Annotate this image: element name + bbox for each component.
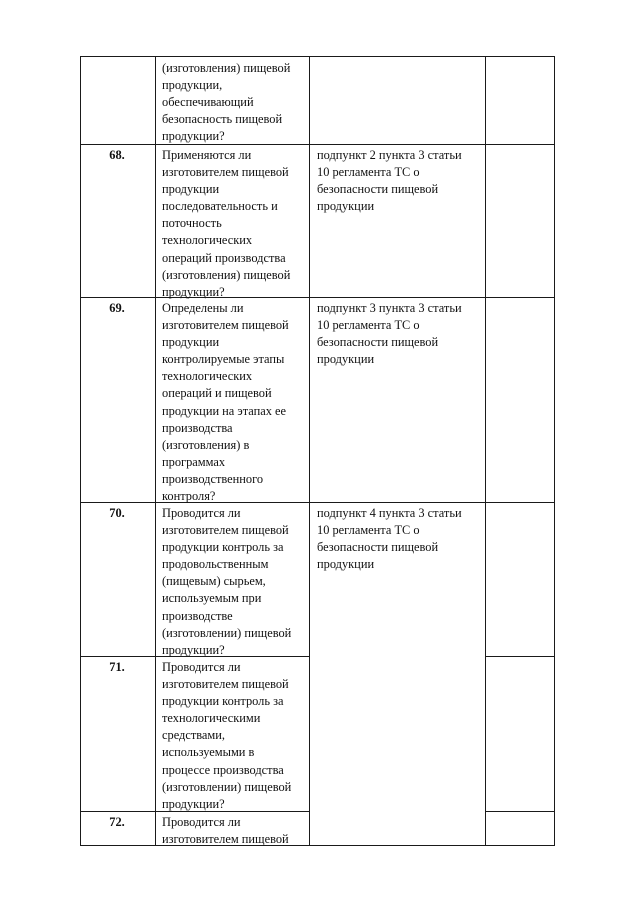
row-divider-70 <box>80 502 555 503</box>
table-border-left <box>80 56 81 846</box>
row-69-reference: подпункт 3 пункта 3 статьи 10 регламента ТС о безопасности пищевой продукции <box>317 301 462 367</box>
row-68-number: 68. <box>109 148 125 162</box>
row-69-question: Определены ли изготовителем пищевой продукции контролируемые этапы технологических операций и пищевой продукции на этапах ее производства (изготовления) в программах производственного контроля? <box>162 301 289 504</box>
row-70-question: Проводится ли изготовителем пищевой продукции контроль за продовольственным (пищевым) сырьем, используемым при производстве (изготовлении) пищевой продукции? <box>162 506 292 657</box>
table-border-col4 <box>485 56 486 846</box>
row-68-question: Применяются ли изготовителем пищевой продукции последовательность и поточность технологических операций производства (изготовления) пищевой продукции? <box>162 148 291 299</box>
row-divider-69 <box>80 297 555 298</box>
row-divider-68 <box>80 144 555 145</box>
table-border-right <box>554 56 555 846</box>
table-border-col3 <box>309 56 310 846</box>
row-divider-72-right <box>485 811 555 812</box>
table-border-col2 <box>155 56 156 846</box>
row-72-number: 72. <box>109 815 125 829</box>
table-border-top <box>80 56 555 57</box>
row-continued-question: (изготовления) пищевой продукции, обеспечивающий безопасность пищевой продукции? <box>162 61 291 144</box>
row-72-question: Проводится ли изготовителем пищевой <box>162 815 289 847</box>
row-71-number: 71. <box>109 660 125 674</box>
row-70-number: 70. <box>109 506 125 520</box>
table-border-bottom <box>80 845 555 846</box>
row-68-reference: подпункт 2 пункта 3 статьи 10 регламента ТС о безопасности пищевой продукции <box>317 148 462 214</box>
row-71-question: Проводится ли изготовителем пищевой продукции контроль за технологическими средствами, используемыми в процессе производства (изготовлении) пищевой продукции? <box>162 660 292 811</box>
row-70-reference: подпункт 4 пункта 3 статьи 10 регламента ТС о безопасности пищевой продукции <box>317 506 462 572</box>
row-divider-71-right <box>485 656 555 657</box>
row-69-number: 69. <box>109 301 125 315</box>
